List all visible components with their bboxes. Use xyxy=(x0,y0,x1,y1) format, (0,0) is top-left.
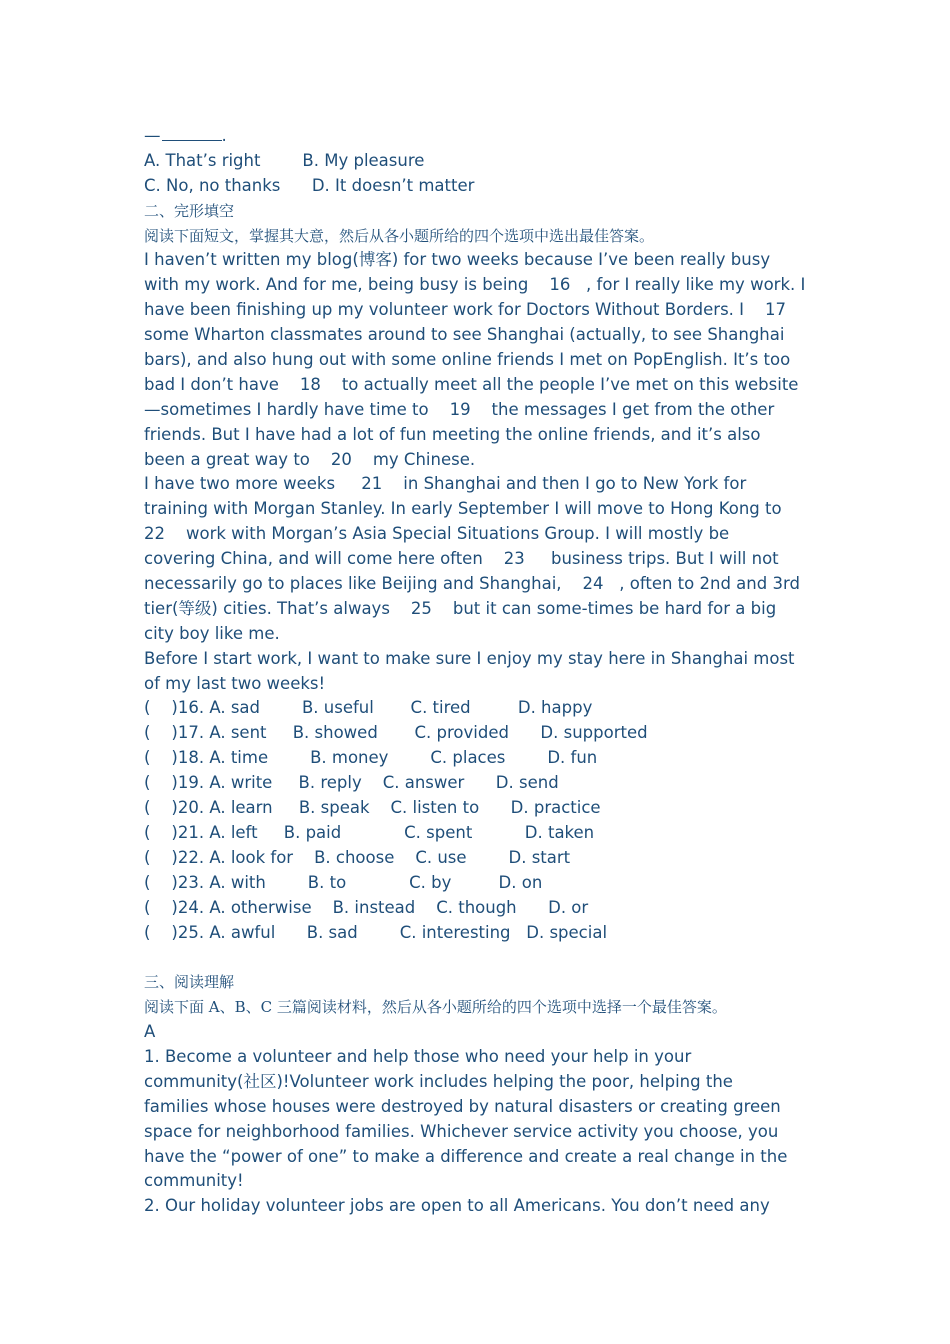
passage-line: bad I don’t have 18 to actually meet all the people I’ve met on this website xyxy=(144,374,799,394)
passage-line: I have two more weeks 21 in Shanghai and then I go to New York for xyxy=(144,474,747,494)
passage-line: —sometimes I hardly have time to 19 the messages I get from the other xyxy=(144,399,775,419)
blank-line xyxy=(144,945,814,970)
passage-line: have been finishing up my volunteer work for Doctors Without Borders. I 17 xyxy=(144,300,787,320)
reading-heading: 三、阅读理解 xyxy=(144,973,235,992)
reading-line: 1. Become a volunteer and help those who need your help in your xyxy=(144,1046,692,1066)
reading-line: community(社区)!Volunteer work includes helping the poor, helping the xyxy=(144,1071,733,1091)
cloze-heading: 二、完形填空 xyxy=(144,201,235,220)
reading-instruction: 阅读下面 A、B、C 三篇阅读材料，然后从各小题所给的四个选项中选择一个最佳答案。 xyxy=(144,998,727,1017)
cloze-questions xyxy=(144,696,814,945)
cloze-passage xyxy=(144,248,814,696)
passage-line: bars), and also hung out with some online friends I met on PopEnglish. It’s too xyxy=(144,350,791,370)
passage-line: city boy like me. xyxy=(144,623,280,643)
passage-line: been a great way to 20 my Chinese. xyxy=(144,449,476,469)
reading-line: 2. Our holiday volunteer jobs are open to all Americans. You don’t need any xyxy=(144,1196,770,1216)
previous-question-options-1: A. That’s right B. My pleasure xyxy=(144,150,425,170)
reading-line: have the “power of one” to make a difference and create a real change in the xyxy=(144,1146,788,1166)
dash-mark: — xyxy=(144,126,161,145)
question-17: ( )17. A. sent B. showed C. provided D. supported xyxy=(144,723,648,743)
passage-line: tier(等级) cities. That’s always 25 but it can some-times be hard for a big xyxy=(144,598,777,618)
question-19: ( )19. A. write B. reply C. answer D. send xyxy=(144,773,559,793)
answer-blank xyxy=(162,124,222,141)
question-20: ( )20. A. learn B. speak C. listen to D. practice xyxy=(144,798,601,818)
reading-section-label: A xyxy=(144,1022,156,1042)
passage-line: of my last two weeks! xyxy=(144,673,326,693)
passage-line: necessarily go to places like Beijing and Shanghai, 24 , often to 2nd and 3rd xyxy=(144,574,800,594)
question-24: ( )24. A. otherwise B. instead C. though D. or xyxy=(144,897,589,917)
passage-line: covering China, and will come here often 23 business trips. But I will not xyxy=(144,549,779,569)
question-22: ( )22. A. look for B. choose C. use D. start xyxy=(144,847,571,867)
passage-line: I haven’t written my blog(博客) for two weeks because I’ve been really busy xyxy=(144,250,771,270)
previous-question-stem xyxy=(144,124,814,149)
passage-line: friends. But I have had a lot of fun meeting the online friends, and it’s also xyxy=(144,424,761,444)
reading-line: families whose houses were destroyed by natural disasters or creating green xyxy=(144,1096,781,1116)
question-16: ( )16. A. sad B. useful C. tired D. happy xyxy=(144,698,593,718)
passage-line: with my work. And for me, being busy is being 16 , for I really like my work. I xyxy=(144,275,806,295)
question-21: ( )21. A. left B. paid C. spent D. taken xyxy=(144,822,595,842)
passage-line: Before I start work, I want to make sure I enjoy my stay here in Shanghai most xyxy=(144,648,795,668)
passage-line: some Wharton classmates around to see Shanghai (actually, to see Shanghai xyxy=(144,325,785,345)
document-page xyxy=(144,124,814,1219)
reading-line: space for neighborhood families. Whichever service activity you choose, you xyxy=(144,1121,779,1141)
reading-passage-a xyxy=(144,1045,814,1219)
question-23: ( )23. A. with B. to C. by D. on xyxy=(144,872,543,892)
previous-question-options-2: C. No, no thanks D. It doesn’t matter xyxy=(144,175,475,195)
passage-line: training with Morgan Stanley. In early September I will move to Hong Kong to xyxy=(144,499,782,519)
period-mark: . xyxy=(221,126,227,145)
passage-line: 22 work with Morgan’s Asia Special Situations Group. I will mostly be xyxy=(144,524,730,544)
question-18: ( )18. A. time B. money C. places D. fun xyxy=(144,748,598,768)
question-25: ( )25. A. awful B. sad C. interesting D. special xyxy=(144,922,608,942)
cloze-instruction: 阅读下面短文，掌握其大意，然后从各小题所给的四个选项中选出最佳答案。 xyxy=(144,226,655,245)
reading-line: community! xyxy=(144,1171,244,1191)
